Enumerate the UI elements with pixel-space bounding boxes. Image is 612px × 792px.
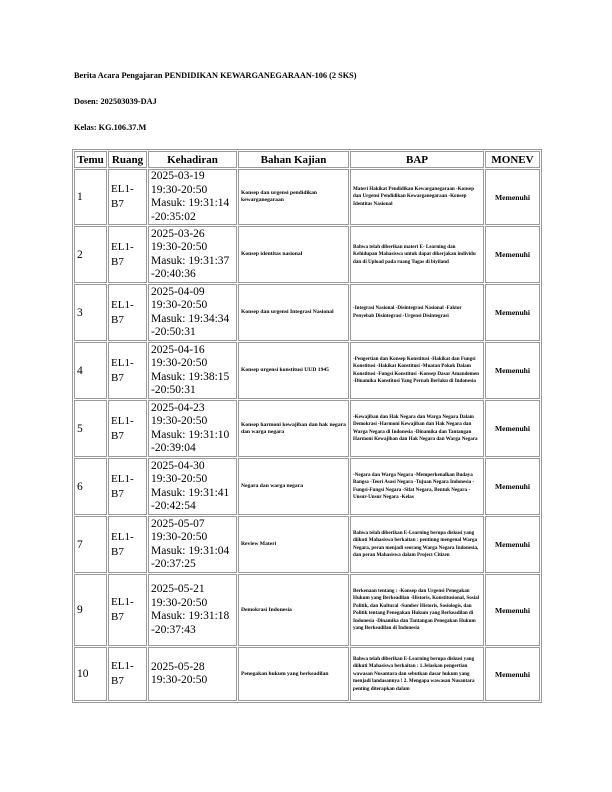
cell-ruang: EL1-B7 [108,516,147,573]
cell-temu: 9 [74,574,107,646]
cell-bap: -Integrasi Nasional -Disintegrasi Nasional -Faktor Penyebab Disintegrasi -Urgensi Disintegrasi [350,284,484,341]
cell-temu: 6 [74,458,107,515]
cell-ruang: EL1-B7 [108,647,147,701]
column-header-ruang: Ruang [108,151,147,168]
cell-bahan-kajian: Konsep urgensi konstitusi UUD 1945 [238,342,349,399]
cell-bap: -Negara dan Warga Negara -Memperkenalkan Budaya Bangsa -Teori Asasi Negara -Tujuan Negara Indonesia -Fungsi-Fungsi Negara -Sifat Negara, Bentuk Negara -Unsur-Unsur Negara -Kelas [350,458,484,515]
cell-bap: Bahwa telah diberikan E-Learning berupa diskusi yang diikuti Mahasiswa berkaitan : pentinng mengenal Warga Negara, peran menjadi seorang Warga Negara Indonesia, dan peran Mahasiswa dalam Project Citizen [350,516,484,573]
cell-bap: Materi Hakikat Pendidikan Kewarganegaraan -Konsep dan Urgensi Pendidikan Kewarganegaraan -Konsep Identitas Nasional [350,169,484,225]
cell-ruang: EL1-B7 [108,574,147,646]
cell-monev: Memenuhi [485,226,540,283]
cell-ruang: EL1-B7 [108,342,147,399]
cell-bahan-kajian: Demokrasi Indonesia [238,574,349,646]
cell-bahan-kajian: Konsep harmoni kewajiban dan hak negara dan warga negara [238,400,349,457]
column-header-temu: Temu [74,151,107,168]
cell-monev: Memenuhi [485,284,540,341]
cell-temu: 4 [74,342,107,399]
class-label: Kelas: KG.106.37.M [74,123,147,132]
cell-ruang: EL1-B7 [108,284,147,341]
cell-kehadiran: 2025-03-26 19:30-20:50 Masuk: 19:31:37 -20:40:36 [148,226,237,283]
cell-monev: Memenuhi [485,342,540,399]
lecturer-label: Dosen: 202503039-DAJ [74,97,157,106]
table-row [74,574,540,646]
cell-bahan-kajian: Konsep identitas nasional [238,226,349,283]
column-header-kehadiran: Kehadiran [148,151,237,168]
cell-monev: Memenuhi [485,574,540,646]
table-row [74,169,540,225]
cell-kehadiran: 2025-04-16 19:30-20:50 Masuk: 19:38:15 -20:50:31 [148,342,237,399]
cell-ruang: EL1-B7 [108,458,147,515]
cell-kehadiran: 2025-04-23 19:30-20:50 Masuk: 19:31:10 -20:39:04 [148,400,237,457]
attendance-table [72,149,542,703]
table-row [74,647,540,701]
cell-monev: Memenuhi [485,647,540,701]
cell-kehadiran: 2025-03-19 19:30-20:50 Masuk: 19:31:14 -20:35:02 [148,169,237,225]
cell-temu: 3 [74,284,107,341]
cell-bap: Bahwa telah diberikan E-Learning berupa diskusi yang diikuti Mahasiswa berkaitan : 1.Jelaskan pengertian wawasan Nusantara dan sebutkan dasar hukum yang menjadi landasannya ! 2. Mengapa wawasan Nusantara penting diterapkan dalam [350,647,484,701]
cell-temu: 7 [74,516,107,573]
table-row [74,516,540,573]
column-header-bap: BAP [350,151,484,168]
column-header-monev: MONEV [485,151,540,168]
cell-monev: Memenuhi [485,516,540,573]
cell-ruang: EL1-B7 [108,400,147,457]
table-row [74,342,540,399]
table-row [74,458,540,515]
cell-temu: 2 [74,226,107,283]
table-row [74,226,540,283]
table-header-row [74,151,540,168]
cell-temu: 1 [74,169,107,225]
cell-kehadiran: 2025-05-28 19:30-20:50 [148,647,237,701]
cell-bahan-kajian: Konsep dan urgensi Integrasi Nasional [238,284,349,341]
cell-monev: Memenuhi [485,400,540,457]
table-row [74,284,540,341]
cell-bahan-kajian: Review Materi [238,516,349,573]
page-title: Berita Acara Pengajaran PENDIDIKAN KEWARGANEGARAAN-106 (2 SKS) [74,71,357,80]
table-row [74,400,540,457]
cell-kehadiran: 2025-05-07 19:30-20:50 Masuk: 19:31:04 -20:37:25 [148,516,237,573]
cell-kehadiran: 2025-04-09 19:30-20:50 Masuk: 19:34:34 -20:50:31 [148,284,237,341]
cell-bap: -Pengertian dan Konsep Konstitusi -Hakikat dan Fungsi Konstitusi -Hakikat Konstitusi -Muatan Pokok Dalam Konstitusi -Fungsi Konstitusi -Konsep Dasar Amandemen -Dinamika Konstitusi Yang Pernah Berlaku di Indonesia [350,342,484,399]
cell-ruang: EL1-B7 [108,169,147,225]
cell-monev: Memenuhi [485,169,540,225]
cell-ruang: EL1-B7 [108,226,147,283]
cell-temu: 10 [74,647,107,701]
column-header-bahan-kajian: Bahan Kajian [238,151,349,168]
cell-bap: Berkenaan tentang : -Konsep dan Urgensi Penegakan Hukum yang Berkeadilan -Historis, Konstitusional, Sosial Politik, dan Kultural -Sumber Historis, Sosiologis, dan Politik tentang Penegakan Hukum yang Berkeadilan di Indonesia -Dinamika dan Tantangan Penegakan Hukum yang Berkeadilan di Indonesia [350,574,484,646]
cell-bahan-kajian: Konsep dan urgensi pendidikan kewarganegaraan [238,169,349,225]
cell-bahan-kajian: Negara dan warga negara [238,458,349,515]
cell-kehadiran: 2025-05-21 19:30-20:50 Masuk: 19:31:18 -20:37:43 [148,574,237,646]
cell-bap: Bahwa telah diberikan materi E- Learning dan Kehidupan Mahasiswa untuk dapat dikerjakan individu dan di Upload pada ruang Tugas di biyiland [350,226,484,283]
cell-kehadiran: 2025-04-30 19:30-20:50 Masuk: 19:31:41 -20:42:54 [148,458,237,515]
cell-monev: Memenuhi [485,458,540,515]
cell-temu: 5 [74,400,107,457]
cell-bap: -Kewajiban dan Hak Negara dan Warga Negara Dalam Demokrasi -Harmoni Kewajiban dan Hak Negara dan Warga Negara di Indonesia -Dinamika dan Tantangan Harmoni Kewajiban dan Hak Negara dan Warga Negara [350,400,484,457]
cell-bahan-kajian: Penegakan hukum yang berkeadilan [238,647,349,701]
